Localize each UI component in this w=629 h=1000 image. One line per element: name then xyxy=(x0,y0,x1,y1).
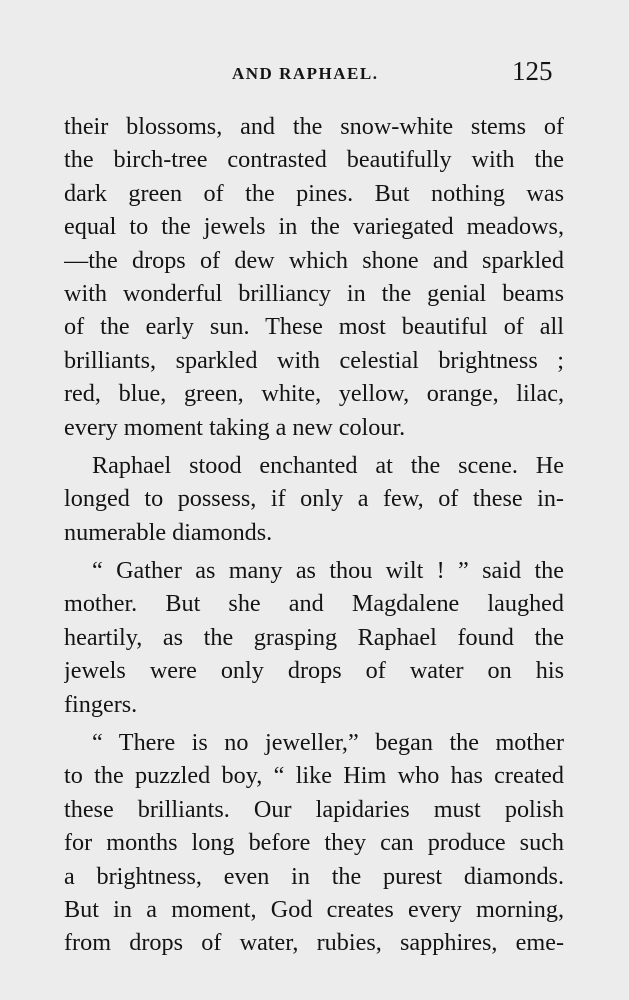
running-head xyxy=(0,56,629,96)
text-line: with wonderful brilliancy in the genial beams xyxy=(64,279,564,307)
text-line: dark green of the pines. But nothing was xyxy=(64,179,564,207)
text-line: for months long before they can produce such xyxy=(64,829,564,857)
paragraph-4 xyxy=(64,726,564,960)
text-line: equal to the jewels in the variegated meadows, xyxy=(64,213,564,241)
text-line: mother. But she and Magdalene laughed xyxy=(64,590,564,618)
text-line: jewels were only drops of water on his xyxy=(64,657,564,685)
text-line: the birch-tree contrasted beautifully with the xyxy=(64,146,564,174)
text-line: these brilliants. Our lapidaries must polish xyxy=(64,795,564,823)
text-line: But in a moment, God creates every morning, xyxy=(64,895,564,923)
text-line: of the early sun. These most beautiful of all xyxy=(64,313,564,341)
text-line: brilliants, sparkled with celestial brightness ; xyxy=(64,346,564,374)
text-line: longed to possess, if only a few, of these in- xyxy=(64,485,564,513)
body-text xyxy=(64,110,564,960)
text-line: from drops of water, rubies, sapphires, eme- xyxy=(64,929,564,957)
text-line: numerable diamonds. xyxy=(64,518,273,546)
text-line: Raphael stood enchanted at the scene. He xyxy=(92,451,564,479)
text-line: “ There is no jeweller,” began the mother xyxy=(92,729,564,757)
text-line: to the puzzled boy, “ like Him who has created xyxy=(64,762,564,790)
text-line: —the drops of dew which shone and sparkled xyxy=(64,246,564,274)
paragraph-1 xyxy=(64,110,564,444)
text-line: fingers. xyxy=(64,690,138,718)
text-line: red, blue, green, white, yellow, orange, lilac, xyxy=(64,380,564,408)
text-line: “ Gather as many as thou wilt ! ” said the xyxy=(92,557,564,585)
text-line: their blossoms, and the snow-white stems of xyxy=(64,113,564,140)
running-title: AND RAPHAEL. xyxy=(232,64,379,83)
page-number: 125 xyxy=(512,56,553,86)
paragraph-3 xyxy=(64,554,564,721)
paragraph-2 xyxy=(64,449,564,549)
text-line: a brightness, even in the purest diamonds. xyxy=(64,862,564,890)
text-line: heartily, as the grasping Raphael found the xyxy=(64,623,564,651)
text-line: every moment taking a new colour. xyxy=(64,413,406,441)
